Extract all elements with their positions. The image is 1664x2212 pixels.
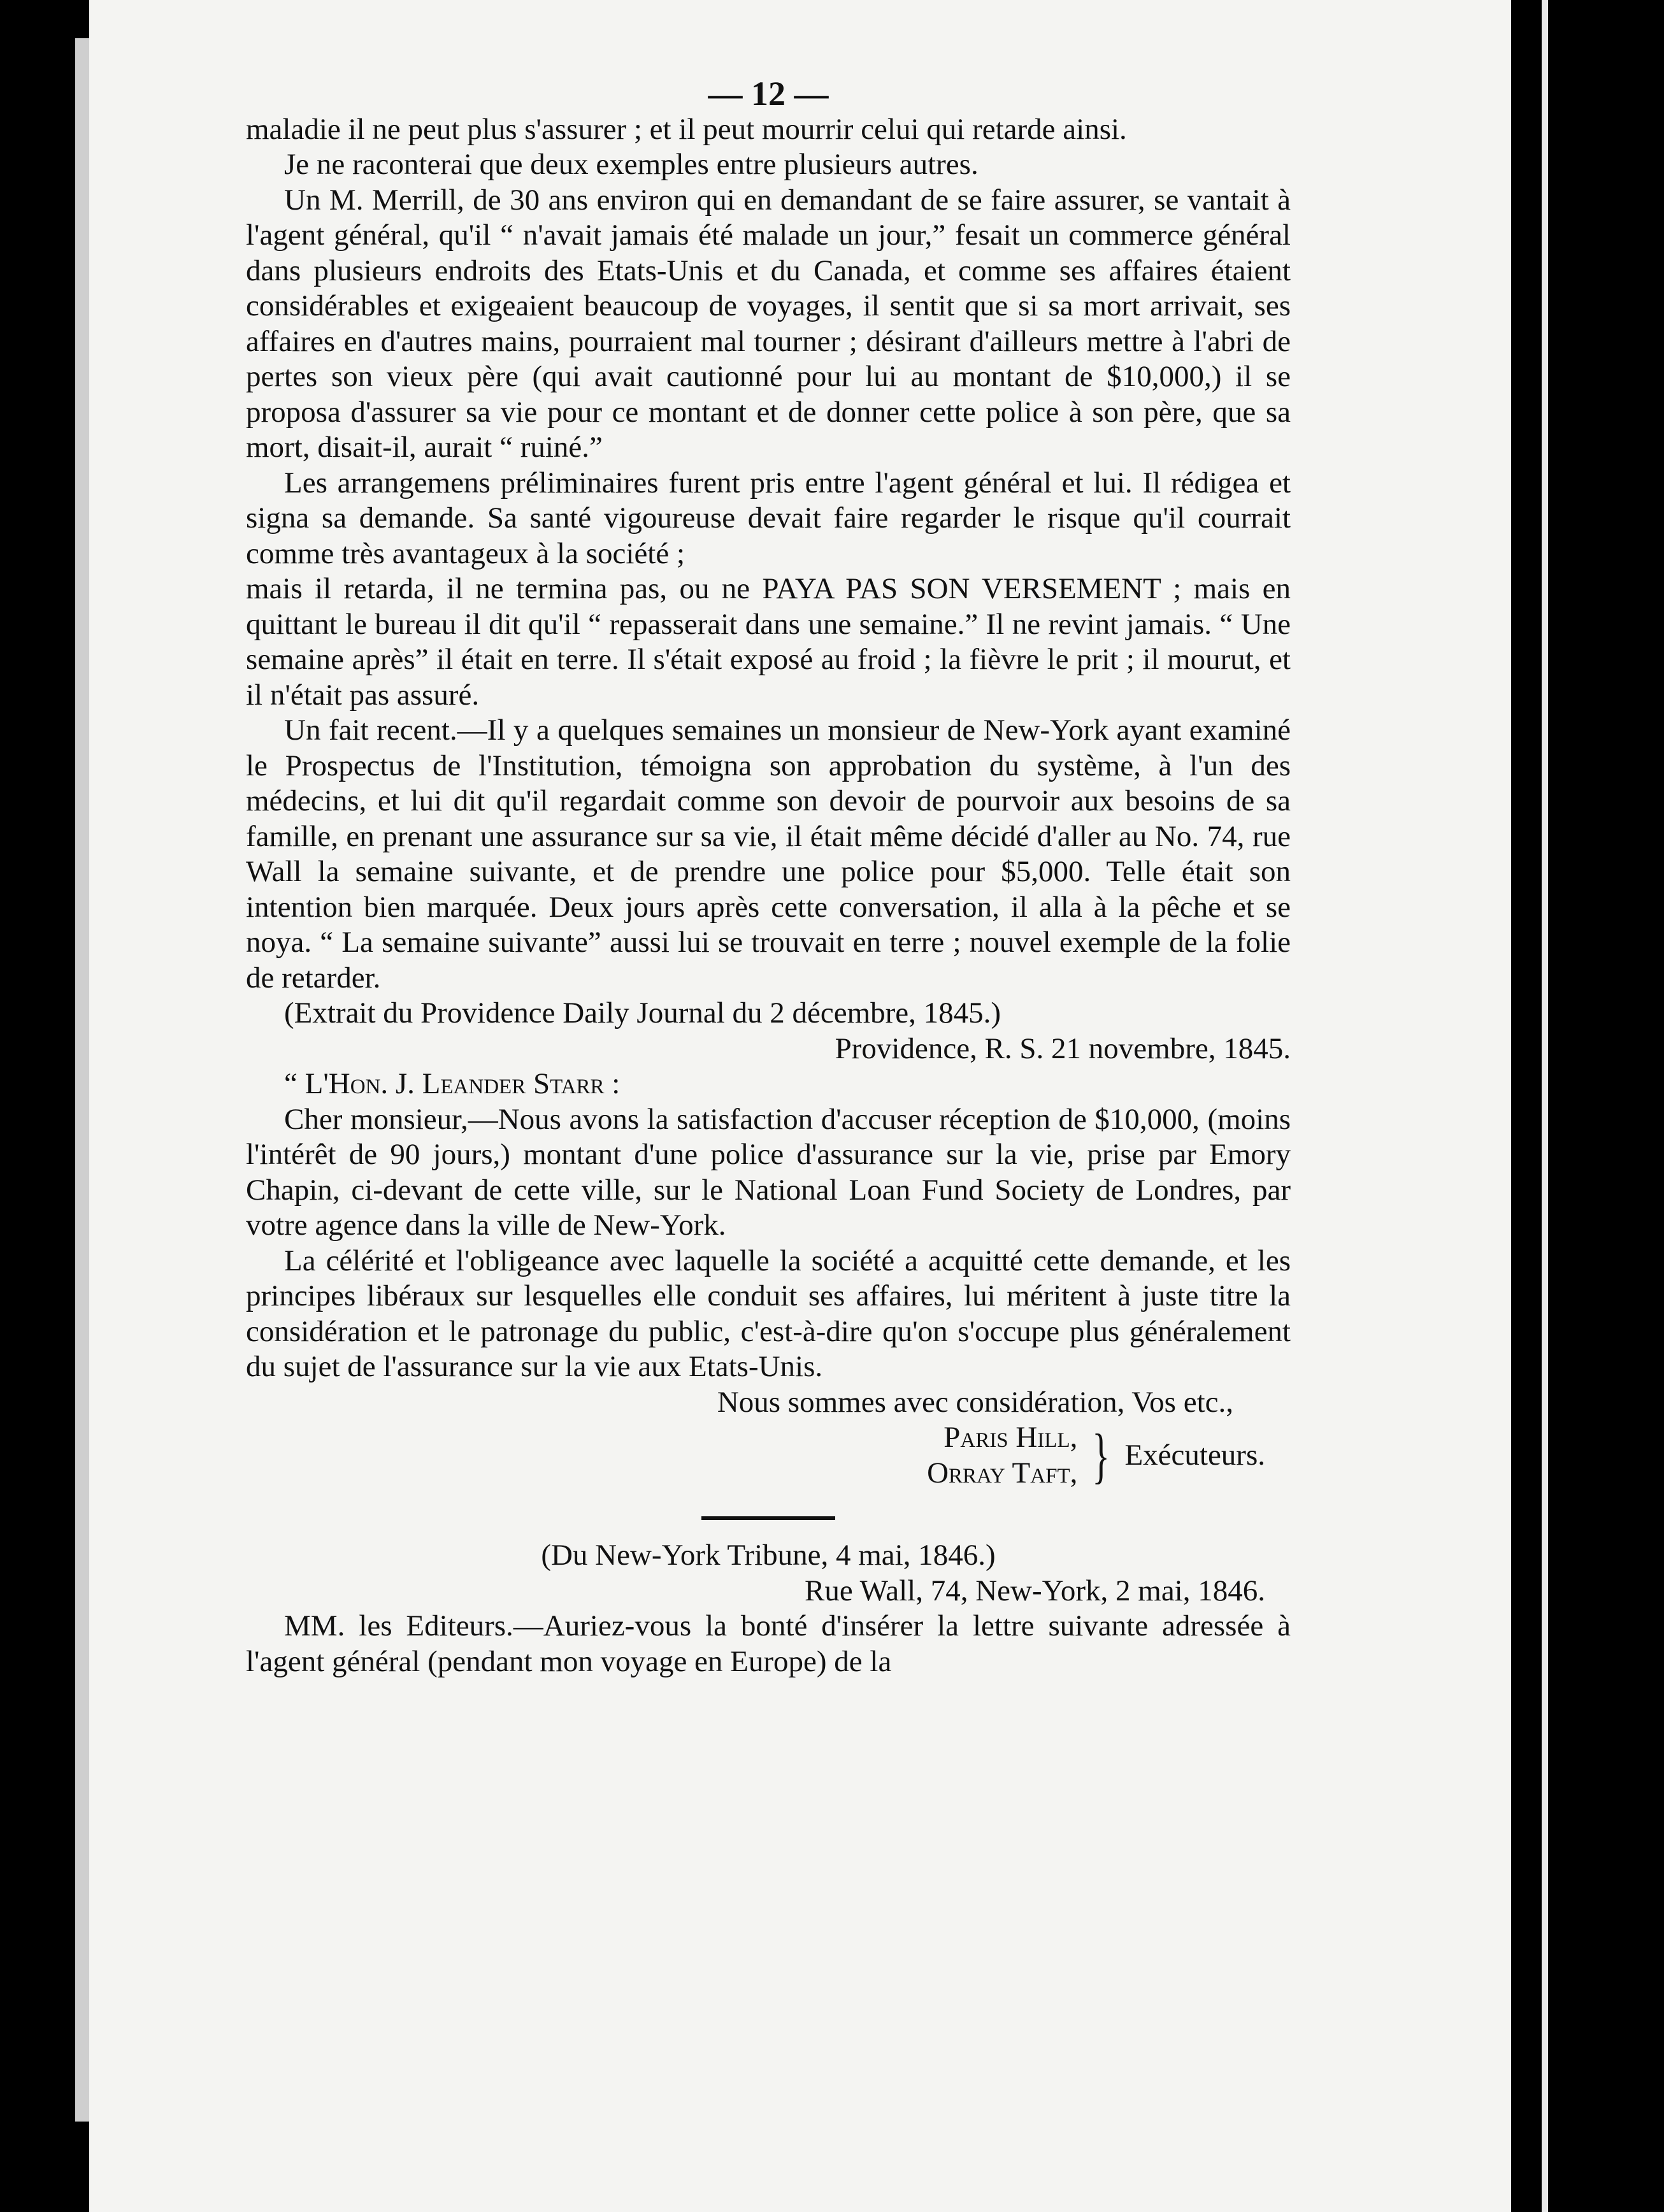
dateline-providence: Providence, R. S. 21 novembre, 1845. [835, 1031, 1291, 1065]
paragraph-arrangements: Les arrangemens préliminaires furent pris entre l'agent général et lui. Il rédigea et signa sa demande. Sa santé vigoureuse devait faire regarder le risque qu'il courrait comme très avantageux à la société ; [246, 466, 1291, 570]
page-number: — 12 — [708, 75, 829, 113]
extract-header: (Extrait du Providence Daily Journal du 2 décembre, 1845.) [284, 996, 1001, 1030]
tribune-header: (Du New-York Tribune, 4 mai, 1846.) [541, 1539, 996, 1572]
paragraph-examples: Je ne raconterai que deux exemples entre plusieurs autres. [284, 148, 979, 181]
letter-paragraph-1: Cher monsieur,—Nous avons la satisfaction d'accuser réception de $10,000, (moins l'intérêt de 90 jours,) montant d'une police d'assurance sur la vie, prise par Emory Chapin, ci-devant de cette ville, sur le National Loan Fund Society de Londres, par votre agence dans la ville de New-York. [246, 1102, 1291, 1242]
binding-edge [1542, 0, 1548, 2212]
paragraph-editors: MM. les Editeurs.—Auriez-vous la bonté d'insérer la lettre suivante adressée à l'agent général (pendant mon voyage en Europe) de la [246, 1609, 1291, 1678]
signer-role: Exécuteurs. [1124, 1438, 1265, 1472]
letter-salutation: “ L'Hon. J. Leander Starr : [284, 1067, 620, 1100]
signer-orray-taft: Orray Taft, [927, 1456, 1078, 1490]
brace-glyph: } [1092, 1421, 1110, 1490]
signature-block [246, 1420, 1265, 1491]
signer-paris-hill: Paris Hill, [943, 1421, 1078, 1454]
letter-closing: Nous sommes avec considération, Vos etc., [717, 1385, 1233, 1419]
letter-paragraph-2: La célérité et l'obligeance avec laquelle la société a acquitté cette demande, et les principes libéraux sur lesquelles elle conduit ses affaires, lui méritent à juste titre la considération et le patronage du public, c'est-à-dire qu'on s'occupe plus généralement du sujet de l'assurance sur la vie aux Etats-Unis. [246, 1244, 1291, 1383]
paragraph-intro: maladie il ne peut plus s'assurer ; et il peut mourrir celui qui retarde ainsi. [246, 112, 1127, 146]
paragraph-merrill: Un M. Merrill, de 30 ans environ qui en demandant de se faire assurer, se vantait à l'agent général, qu'il “ n'avait jamais été malade un jour,” fesait un commerce général dans plusieurs endroits des Etats-Unis et du Canada, et comme ses affaires étaient considérables et exigeaient beaucoup de voyages, il sentit que si sa mort arrivait, ses affaires en d'autres mains, pourraient mal tourner ; désirant d'ailleurs mettre à l'abri de pertes son vieux père (qui avait cautionné pour lui au montant de $10,000,) il se proposa d'assurer sa vie pour ce montant et de donner cette police à son père, que sa mort, disait-il, aurait “ ruiné.” [246, 183, 1291, 464]
paragraph-retarda: mais il retarda, il ne termina pas, ou ne PAYA PAS SON VERSEMENT ; mais en quittant le bureau il dit qu'il “ repasserait dans une semaine.” Il ne revint jamais. “ Une semaine après” il était en terre. Il s'était exposé au froid ; la fièvre le prit ; il mourut, et il n'était pas assuré. [246, 572, 1291, 712]
paragraph-recent-fact: Un fait recent.—Il y a quelques semaines un monsieur de New-York ayant examiné le Prospectus de l'Institution, témoigna son approbation du système, à l'un des médecins, et lui dit qu'il regardait comme son devoir de pourvoir aux besoins de sa famille, en prenant une assurance sur sa vie, il était même décidé d'aller au No. 74, rue Wall la semaine suivante, et de prendre une police pour $5,000. Telle était son intention bien marquée. Deux jours après cette conversation, il alla à la pêche et se noya. “ La semaine suivante” aussi lui se trouvait en terre ; nouvel exemple de la folie de retarder. [246, 714, 1291, 995]
page-content [246, 76, 1291, 1679]
dateline-new-york: Rue Wall, 74, New-York, 2 mai, 1846. [805, 1574, 1265, 1607]
section-divider [701, 1516, 835, 1520]
signer-names [927, 1420, 1077, 1491]
